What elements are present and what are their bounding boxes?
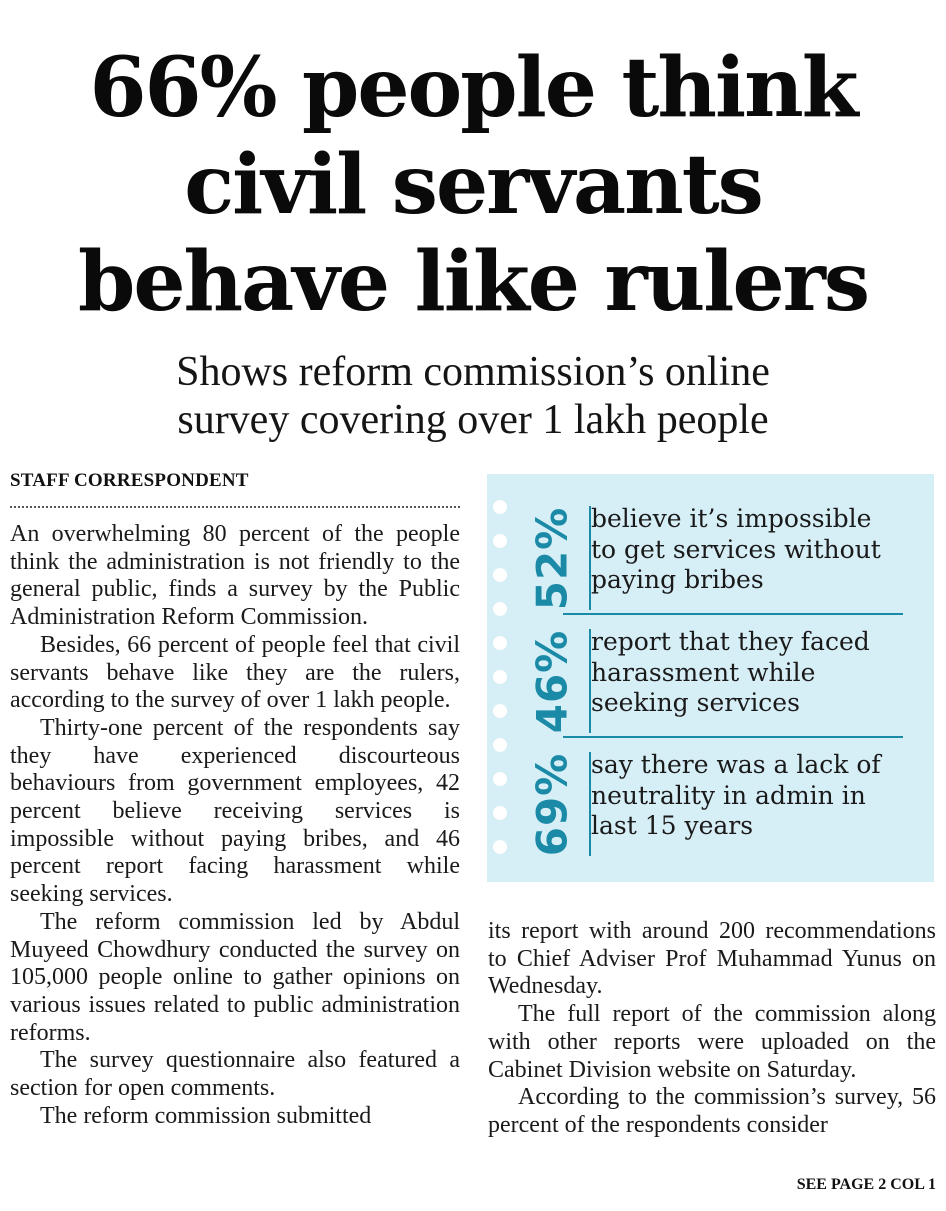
headline-line-2: civil servants — [184, 137, 762, 233]
article-paragraph: its report with around 200 recommendations to Chief Adviser Prof Muhammad Yunus on Wednesday. — [488, 918, 936, 1000]
notebook-hole-icon — [493, 500, 507, 514]
stat-percent: 46% — [527, 629, 577, 733]
article-column-right — [488, 918, 936, 1140]
article-paragraph: An overwhelming 80 percent of the people think the administration is not friendly to the general public, finds a survey by the Public Administration Reform Commission. — [10, 521, 460, 631]
stat-text: say there was a lack of neutrality in admin in last 15 years — [591, 750, 881, 840]
continuation-reference[interactable]: SEE PAGE 2 COL 1 — [796, 1176, 936, 1193]
headline-line-1: 66% people think — [89, 40, 857, 136]
stats-infobox — [487, 474, 934, 882]
article-paragraph: The full report of the commission along with other reports were uploaded on the Cabinet Division website on Saturday. — [488, 1001, 936, 1083]
stat-percent: 69% — [527, 752, 577, 856]
subheadline-line-1: Shows reform commission’s online — [176, 349, 770, 395]
notebook-hole-icon — [493, 636, 507, 650]
article-paragraph: The reform commission led by Abdul Muyeed Chowdhury conducted the survey on 105,000 people online to gather opinions on various issues related to public administration reforms. — [10, 908, 460, 1046]
byline: STAFF CORRESPONDENT — [10, 470, 460, 508]
notebook-hole-icon — [493, 568, 507, 582]
notebook-hole-icon — [493, 534, 507, 548]
article-paragraph: The survey questionnaire also featured a section for open comments. — [10, 1047, 460, 1102]
stat-item-harassment — [515, 619, 903, 743]
article-column-left — [10, 521, 460, 1130]
notebook-hole-icon — [493, 772, 507, 786]
notebook-hole-icon — [493, 602, 507, 616]
notebook-hole-icon — [493, 738, 507, 752]
stat-percent: 52% — [527, 506, 577, 610]
article-paragraph: The reform commission submitted — [40, 1102, 372, 1129]
stat-separator — [563, 613, 903, 615]
stat-item-neutrality — [515, 742, 903, 866]
subheadline-line-2: survey covering over 1 lakh people — [177, 397, 769, 443]
article-paragraph: Thirty-one percent of the respondents say they have experienced discourteous behaviours from government employees, 42 percent believe receiving services is impossible without paying bribes, and 46 percent report facing harassment while seeking services. — [10, 714, 460, 908]
stat-text: report that they faced harassment while seeking services — [591, 627, 870, 717]
notebook-hole-icon — [493, 840, 507, 854]
stat-text: believe it’s impossible to get services without paying bribes — [591, 504, 881, 594]
notebook-hole-icon — [493, 806, 507, 820]
stat-item-bribes — [515, 496, 903, 620]
article-paragraph: According to the commission’s survey, 56 percent of the respondents consider — [488, 1084, 936, 1138]
article-paragraph: Besides, 66 percent of people feel that civil servants behave like they are the rulers, according to the survey of over 1 lakh people. — [10, 631, 460, 714]
notebook-hole-icon — [493, 704, 507, 718]
headline-line-3: behave like rulers — [78, 234, 868, 330]
stat-separator — [563, 736, 903, 738]
subheadline — [0, 348, 946, 444]
notebook-hole-icon — [493, 670, 507, 684]
headline — [0, 40, 946, 331]
